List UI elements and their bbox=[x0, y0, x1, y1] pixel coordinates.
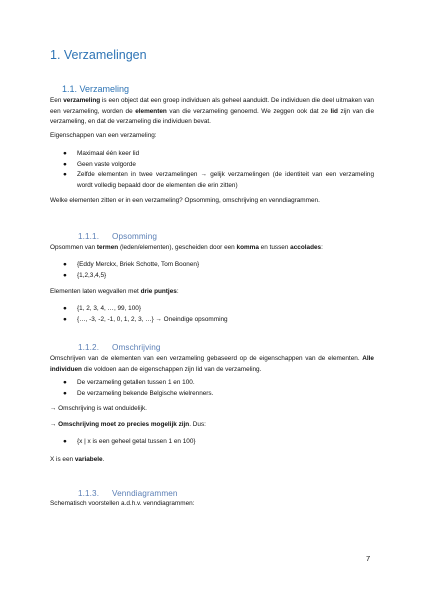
example-text: {Eddy Merckx, Briek Schotte, Tom Boonen} bbox=[77, 261, 200, 268]
heading-title: Omschrijving bbox=[112, 343, 161, 352]
example-text: {1, 2, 3, 4, …, 99, 100} bbox=[77, 305, 141, 312]
prop-item bbox=[64, 160, 374, 171]
vague-note: → Omschrijving is wat onduidelijk. bbox=[50, 405, 147, 412]
omschrijving-text: die voldoen aan de eigenschappen zijn lid van de verzameling. bbox=[81, 365, 262, 373]
bullet-icon: ● bbox=[63, 438, 67, 445]
example-item bbox=[64, 304, 374, 315]
variable-text: X is een bbox=[50, 456, 75, 463]
heading-number: 1.1.2. bbox=[78, 343, 100, 352]
heading-omschrijving bbox=[78, 343, 161, 352]
prop-item bbox=[64, 170, 374, 191]
heading-venndiagrammen bbox=[78, 489, 178, 498]
precise-note bbox=[50, 420, 374, 431]
props-title: Eigenschappen van een verzameling: bbox=[50, 132, 157, 139]
bullet-icon: ● bbox=[63, 379, 67, 386]
example-text: {…, -3, -2, -1, 0, 1, 2, 3, …} → Oneindige opsomming bbox=[77, 315, 228, 323]
bullet-icon: ● bbox=[63, 261, 67, 268]
example-text: {x | x is een geheel getal tussen 1 en 100} bbox=[77, 438, 196, 445]
heading-opsomming bbox=[78, 232, 157, 241]
example-item bbox=[64, 378, 374, 389]
prop-item bbox=[64, 149, 374, 160]
bullet-icon: ● bbox=[63, 150, 67, 157]
intro-text-c: is een object dat een groep individuen als geheel aanduidt. De individuen die deel uitmaken van een verzameling, worden de bbox=[50, 97, 374, 115]
which-paragraph: Welke elementen zitten er in een verzameling? Opsomming, omschrijving en venndiagrammen. bbox=[50, 197, 320, 204]
bullet-icon: ● bbox=[63, 160, 67, 168]
heading-title: Opsomming bbox=[112, 232, 158, 241]
bullet-icon: ● bbox=[63, 271, 67, 279]
omschrijving-paragraph bbox=[50, 354, 374, 375]
heading-verzamelingen: 1. Verzamelingen bbox=[50, 48, 147, 62]
example-item bbox=[64, 315, 374, 326]
example-text: De verzameling getallen tussen 1 en 100. bbox=[77, 379, 195, 386]
bold-precies: Omschrijving moet zo precies mogelijk zijn bbox=[58, 421, 190, 428]
example-item bbox=[64, 271, 374, 282]
example-item bbox=[64, 260, 374, 271]
variable-text: . bbox=[102, 456, 105, 463]
bold-accolades: accolades bbox=[290, 244, 322, 251]
intro-bold-elementen: elementen bbox=[135, 107, 167, 115]
example-item bbox=[64, 389, 374, 400]
bold-termen: termen bbox=[96, 244, 119, 251]
example-text: {1,2,3,4,5} bbox=[77, 271, 107, 279]
omschrijving-text: Omschrijven van de elementen van een verzameling gebaseerd op de eigenschappen van de elementen. bbox=[50, 355, 363, 362]
intro-bold-verzameling: verzameling bbox=[63, 97, 101, 104]
bullet-icon: ● bbox=[63, 389, 67, 397]
intro-text-a: Een bbox=[50, 97, 64, 104]
heading-number: 1.1.3. bbox=[78, 489, 100, 498]
precise-text: . Dus: bbox=[189, 421, 206, 428]
bold-variabele: variabele bbox=[74, 456, 103, 463]
intro-paragraph bbox=[50, 96, 374, 128]
prop-text: Maximaal één keer lid bbox=[77, 150, 140, 157]
opsomming-text: en tussen bbox=[258, 244, 291, 251]
bullet-icon: ● bbox=[63, 305, 67, 312]
intro-text-e: van die verzameling genoemd. We zeggen ook dat ze bbox=[166, 107, 331, 115]
variable-note bbox=[50, 455, 374, 466]
opsomming-paragraph bbox=[50, 243, 374, 254]
heading-verzameling: 1.1. Verzameling bbox=[62, 84, 130, 94]
bullet-icon: ● bbox=[63, 171, 67, 178]
arrow-text: → bbox=[50, 421, 59, 428]
intro-bold-lid: lid bbox=[330, 107, 338, 115]
venn-paragraph: Schematisch voorstellen a.d.h.v. venndiagrammen: bbox=[50, 500, 195, 507]
heading-number: 1.1.1. bbox=[78, 232, 100, 241]
opsomming-text: : bbox=[321, 244, 323, 251]
drop-text: Elementen laten wegvallen met bbox=[50, 288, 141, 295]
bold-komma: komma bbox=[236, 244, 259, 251]
bullet-icon: ● bbox=[63, 315, 67, 323]
example-item bbox=[64, 437, 374, 448]
page-number: 7 bbox=[366, 554, 371, 563]
opsomming-text: (leden/elementen), gescheiden door een bbox=[118, 244, 237, 251]
opsomming-text: Opsommen van bbox=[50, 244, 97, 251]
heading-title: Venndiagrammen bbox=[112, 489, 178, 498]
prop-text: Geen vaste volgorde bbox=[77, 160, 136, 168]
drop-paragraph bbox=[50, 287, 374, 298]
intro-text-g: zijn van die verzameling, en dat de verzameling die individuen bevat. bbox=[50, 107, 375, 125]
example-text: De verzameling bekende Belgische wielrenners. bbox=[77, 389, 214, 397]
bold-alle-individuen: Alle individuen bbox=[50, 355, 374, 373]
bold-drie-puntjes: drie puntjes bbox=[140, 288, 177, 295]
drop-text: : bbox=[176, 288, 179, 295]
prop-text: Zelfde elementen in twee verzamelingen → gelijk verzamelingen (de identiteit van een verzameling wordt volledig bepaald door de elementen die erin zitten) bbox=[77, 171, 374, 189]
